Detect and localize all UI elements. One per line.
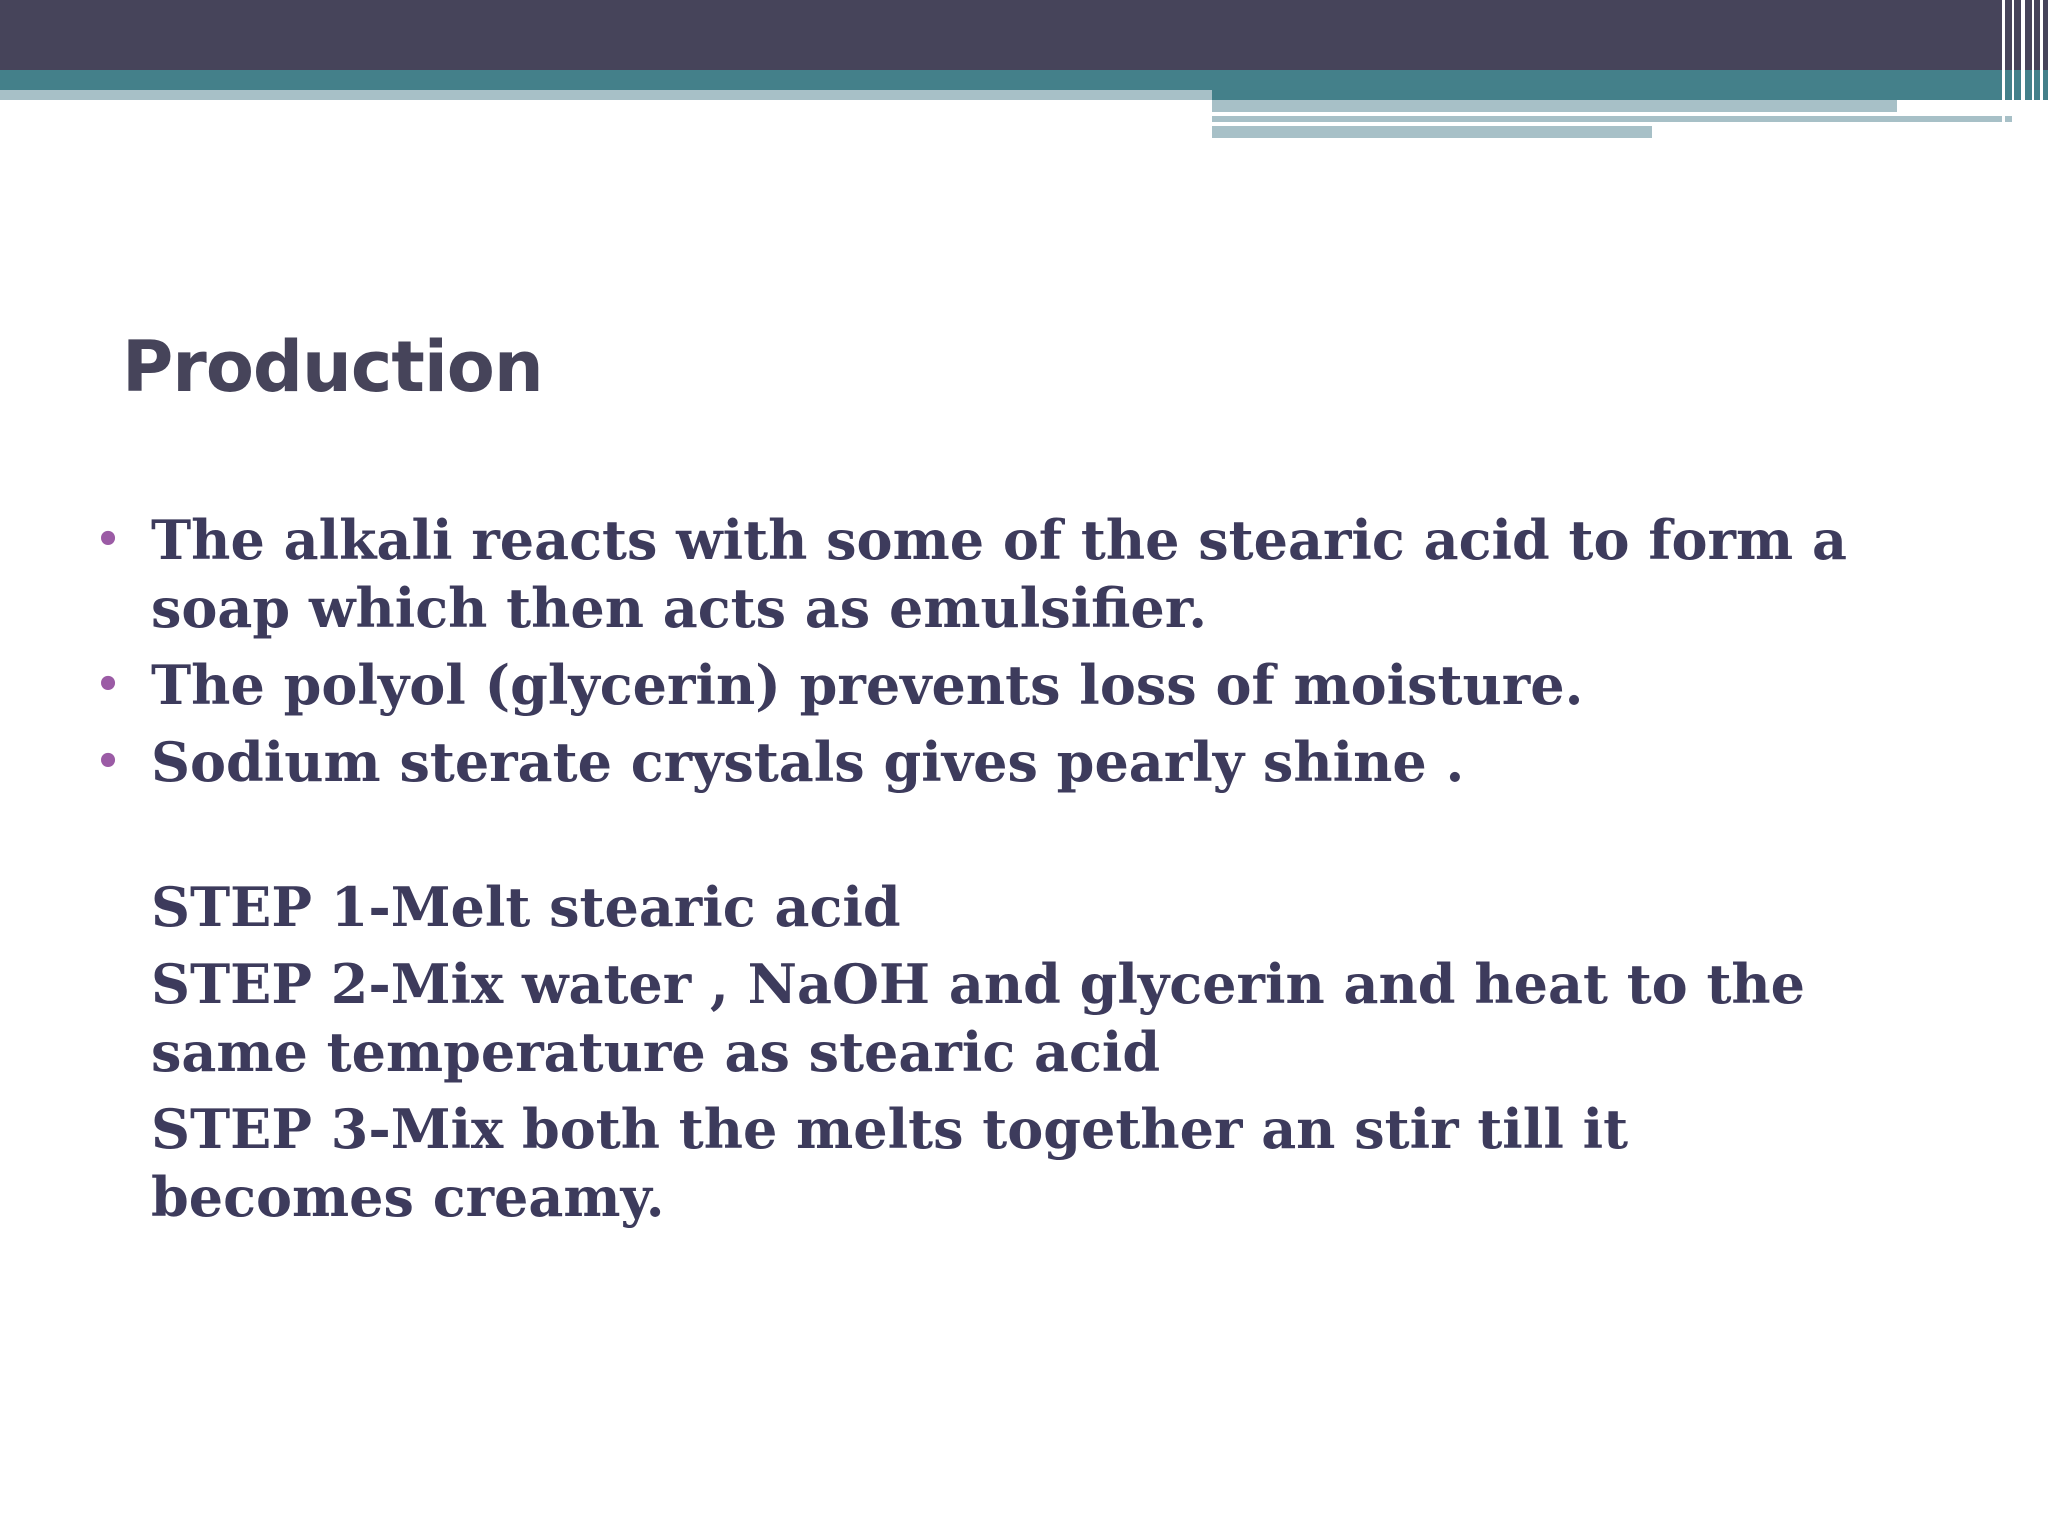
- bullet-text: Sodium sterate crystals gives pearly shine .: [151, 730, 1465, 794]
- slide-body: [95, 506, 1851, 1240]
- header-band-teal-right: [1212, 90, 2048, 100]
- header-vertical-lines: [1996, 0, 2048, 138]
- header-band-light: [0, 90, 1212, 100]
- header-band-teal: [0, 70, 2048, 90]
- header-strip: [1212, 100, 1897, 112]
- header-band-dark: [0, 0, 2048, 70]
- bullet-list: [95, 506, 1851, 796]
- step-item: STEP 1-Melt stearic acid: [151, 875, 901, 939]
- bullet-dot-icon: •: [95, 516, 121, 563]
- header-strip: [1212, 116, 2012, 122]
- slide-title: Production: [122, 326, 543, 408]
- step-item: STEP 2-Mix water , NaOH and glycerin and heat to the same temperature as stearic acid: [151, 952, 1806, 1084]
- bullet-item: [95, 506, 1851, 642]
- bullet-dot-icon: •: [95, 738, 121, 785]
- bullet-item: [95, 651, 1851, 719]
- bullet-text: The polyol (glycerin) prevents loss of moisture.: [151, 653, 1584, 717]
- step-list: [151, 873, 1851, 1231]
- header-strip: [1212, 126, 1652, 138]
- bullet-dot-icon: •: [95, 661, 121, 708]
- bullet-text: The alkali reacts with some of the stearic acid to form a soap which then acts as emulsifier.: [151, 508, 1847, 640]
- step-item: STEP 3-Mix both the melts together an stir till it becomes creamy.: [151, 1097, 1629, 1229]
- bullet-item: [95, 728, 1851, 796]
